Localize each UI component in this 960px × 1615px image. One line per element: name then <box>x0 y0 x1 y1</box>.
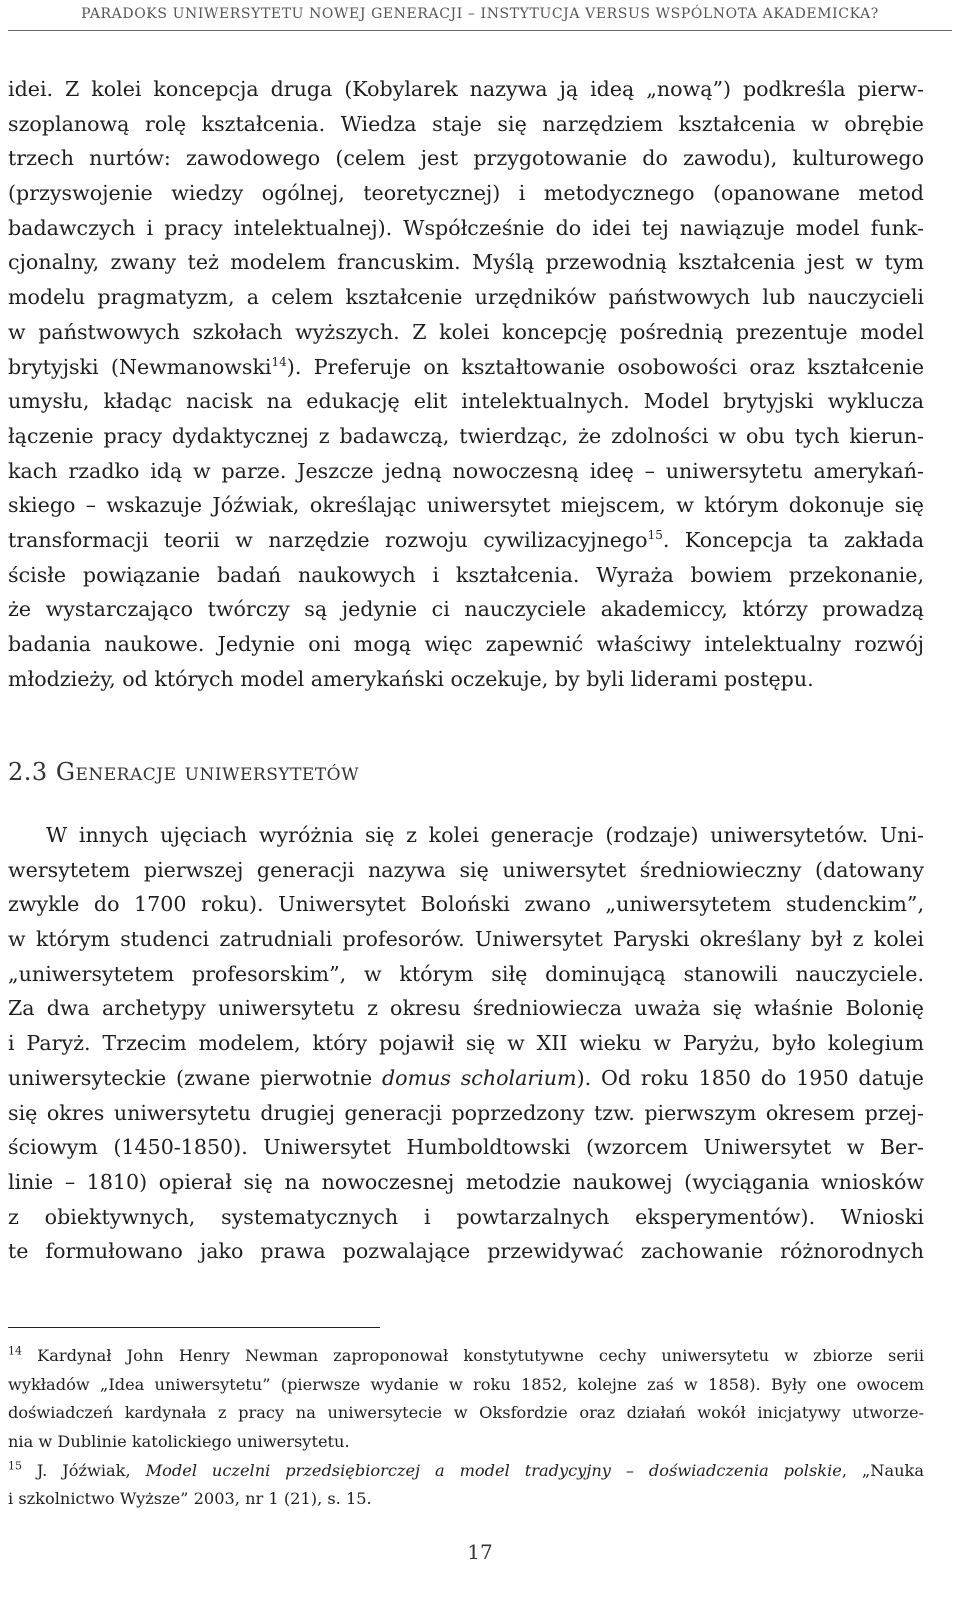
text-line: że wystarczająco twórczy są jedynie ci nauczyciele akademiccy, którzy prowadzą <box>8 597 924 622</box>
text-line: „uniwersytetem profesorskim”, w którym siłę dominującą stanowili nauczyciele. <box>8 961 924 986</box>
text-segment: ). Preferuje on kształtowanie osobowości oraz kształcenie <box>286 354 925 379</box>
footnotes <box>8 1342 924 1514</box>
footnote-14-line: nia w Dublinie katolickiego uniwersytetu. <box>8 1432 350 1452</box>
text-line <box>8 1061 924 1096</box>
section-number: 2.3 <box>8 758 48 786</box>
text-line: w którym studenci zatrudniali profesorów. Uniwersytet Paryski określany był z kolei <box>8 927 924 952</box>
text-segment: Kardynał John Henry Newman zaproponował konstytutywne cechy uniwersytetu w zbiorze serii <box>22 1346 924 1365</box>
footnote-separator <box>8 1327 380 1328</box>
text-line: modelu pragmatyzm, a celem kształcenie urzędników państwowych lub nauczycieli <box>8 285 924 310</box>
text-line: w państwowych szkołach wyższych. Z kolei koncepcję pośrednią prezentuje model <box>8 319 924 344</box>
footnote-15-line <box>8 1457 924 1486</box>
text-line: umysłu, kładąc nacisk na edukację elit intelektualnych. Model brytyjski wyklucza <box>8 389 924 414</box>
text-line: wersytetem pierwszej generacji nazywa się uniwersytet średniowieczny (datowany <box>8 857 924 882</box>
running-header: PARADOKS UNIWERSYTETU NOWEJ GENERACJI – INSTYTUCJA VERSUS WSPÓLNOTA AKADEMICKA? <box>81 6 879 22</box>
text-segment: J. Jóźwiak, <box>22 1460 146 1480</box>
text-line: łączenie pracy dydaktycznej z badawczą, twierdząc, że zdolności w obu tych kierun- <box>8 423 924 448</box>
text-segment: ). Od roku 1850 do 1950 datuje <box>576 1065 924 1090</box>
text-line: z obiektywnych, systematycznych i powtarzalnych eksperymentów). Wnioski <box>8 1204 924 1229</box>
text-line: skiego – wskazuje Jóźwiak, określając uniwersytet miejscem, w którym dokonuje się <box>8 493 924 518</box>
text-segment: brytyjski (Newmanowski <box>8 354 272 379</box>
footnote-number: 15 <box>8 1459 22 1473</box>
paragraph-1 <box>8 72 924 696</box>
header-rule <box>8 30 952 31</box>
text-line: cjonalny, zwany też modelem francuskim. Myślą przewodnią kształcenia jest w tym <box>8 250 924 275</box>
text-line: badania naukowe. Jedynie oni mogą więc zapewnić właściwy intelektualny rozwój <box>8 632 924 656</box>
footnote-14-line: doświadczeń kardynała z pracy na uniwersytecie w Oksfordzie oraz działań wokół inicjatywy utworze- <box>8 1403 924 1423</box>
text-segment: . Koncepcja ta zakłada <box>662 527 925 552</box>
footnote-reference-14[interactable]: 14 <box>271 354 287 369</box>
paragraph-2 <box>8 818 924 1269</box>
text-line: i Paryż. Trzecim modelem, który pojawił się w XII wieku w Paryżu, było kolegium <box>8 1031 924 1056</box>
text-line <box>8 350 924 385</box>
text-line: młodzieży, od których model amerykański oczekuje, by byli liderami postępu. <box>8 666 814 691</box>
text-line: (przyswojenie wiedzy ogólnej, teoretycznej) i metodycznego (opanowane metod <box>8 181 924 206</box>
footnote-14-line: wykładów „Idea uniwersytetu” (pierwsze wydanie w roku 1852, kolejne zaś w 1858). Były one owocem <box>8 1374 924 1394</box>
text-line: się okres uniwersytetu drugiej generacji poprzedzony tzw. pierwszym okresem przej- <box>8 1100 924 1125</box>
italic-title: Model uczelni przedsiębiorczej a model tradycyjny – doświadczenia polskie <box>145 1460 842 1480</box>
text-line: Za dwa archetypy uniwersytetu z okresu średniowiecza uważa się właśnie Bolonię <box>8 996 924 1021</box>
page-number: 17 <box>467 1540 493 1564</box>
footnote-15-line: i szkolnictwo Wyższe” 2003, nr 1 (21), s. 15. <box>8 1489 372 1509</box>
text-line: ściowym (1450-1850). Uniwersytet Humboldtowski (wzorcem Uniwersytet w Ber- <box>8 1135 924 1160</box>
text-segment: uniwersyteckie (zwane pierwotnie <box>8 1065 382 1090</box>
text-segment: , „Nauka <box>841 1460 924 1480</box>
text-segment: transformacji teorii w narzędzie rozwoju cywilizacyjnego <box>8 527 648 552</box>
section-heading <box>8 758 359 786</box>
text-line: te formułowano jako prawa pozwalające przewidywać zachowanie różnorodnych <box>8 1239 924 1264</box>
footnote-number: 14 <box>8 1344 22 1358</box>
text-line: trzech nurtów: zawodowego (celem jest przygotowanie do zawodu), kulturowego <box>8 146 924 171</box>
footnote-14-line <box>8 1342 924 1371</box>
text-line: szoplanową rolę kształcenia. Wiedza staje się narzędziem kształcenia w obrębie <box>8 111 924 136</box>
text-line: linie – 1810) opierał się na nowoczesnej metodzie naukowej (wyciągania wniosków <box>8 1169 924 1194</box>
text-line <box>8 523 924 558</box>
text-line: W innych ujęciach wyróżnia się z kolei generacje (rodzaje) uniwersytetów. Uni- <box>46 823 924 847</box>
section-title: Generacje uniwersytetów <box>55 758 360 786</box>
text-line: idei. Z kolei koncepcja druga (Kobylarek nazywa ją ideą „nową”) podkreśla pierw- <box>8 77 924 101</box>
text-line: kach rzadko idą w parze. Jeszcze jedną nowoczesną ideę – uniwersytetu amerykań- <box>8 458 924 483</box>
text-line: badawczych i pracy intelektualnej). Współcześnie do idei tej nawiązuje model funk- <box>8 215 924 240</box>
italic-term: domus scholarium <box>382 1065 577 1090</box>
text-line: ścisłe powiązanie badań naukowych i kształcenia. Wyraża bowiem przekonanie, <box>8 562 924 587</box>
text-line: zwykle do 1700 roku). Uniwersytet Boloński zwano „uniwersytetem studenckim”, <box>8 892 924 917</box>
footnote-reference-15[interactable]: 15 <box>647 528 663 543</box>
